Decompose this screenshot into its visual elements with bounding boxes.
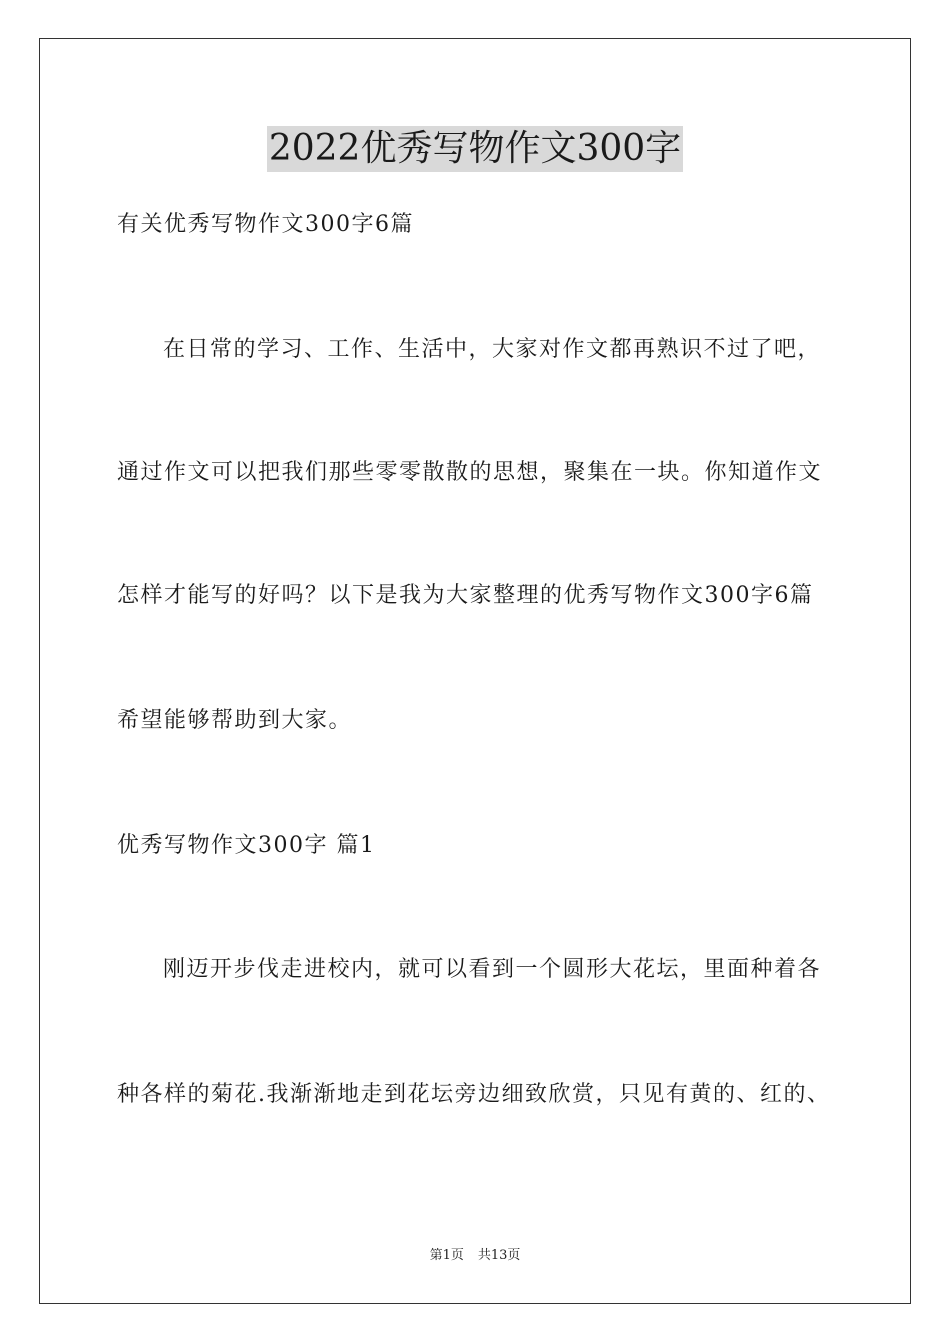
paragraph-line: 种各样的菊花.我渐渐地走到花坛旁边细致欣赏，只见有黄的、红的、	[117, 1082, 831, 1107]
paragraph-line: 希望能够帮助到大家。	[117, 708, 353, 733]
paragraph-line: 通过作文可以把我们那些零零散散的思想，聚集在一块。你知道作文	[117, 460, 823, 485]
document-subtitle: 有关优秀写物作文300字6篇	[117, 212, 414, 237]
page-number-current: 第1页	[429, 1248, 464, 1263]
paragraph-line: 怎样才能写的好吗？以下是我为大家整理的优秀写物作文300字6篇	[117, 583, 814, 608]
paragraph-line: 刚迈开步伐走进校内，就可以看到一个圆形大花坛，里面种着各	[163, 957, 822, 982]
paragraph-line: 在日常的学习、工作、生活中，大家对作文都再熟识不过了吧，	[163, 337, 822, 362]
page-number-total: 共13页	[477, 1248, 521, 1263]
page-footer	[0, 1247, 950, 1265]
section-heading: 优秀写物作文300字 篇1	[117, 833, 376, 858]
document-title: 2022优秀写物作文300字	[267, 126, 683, 172]
title-container	[0, 126, 950, 172]
